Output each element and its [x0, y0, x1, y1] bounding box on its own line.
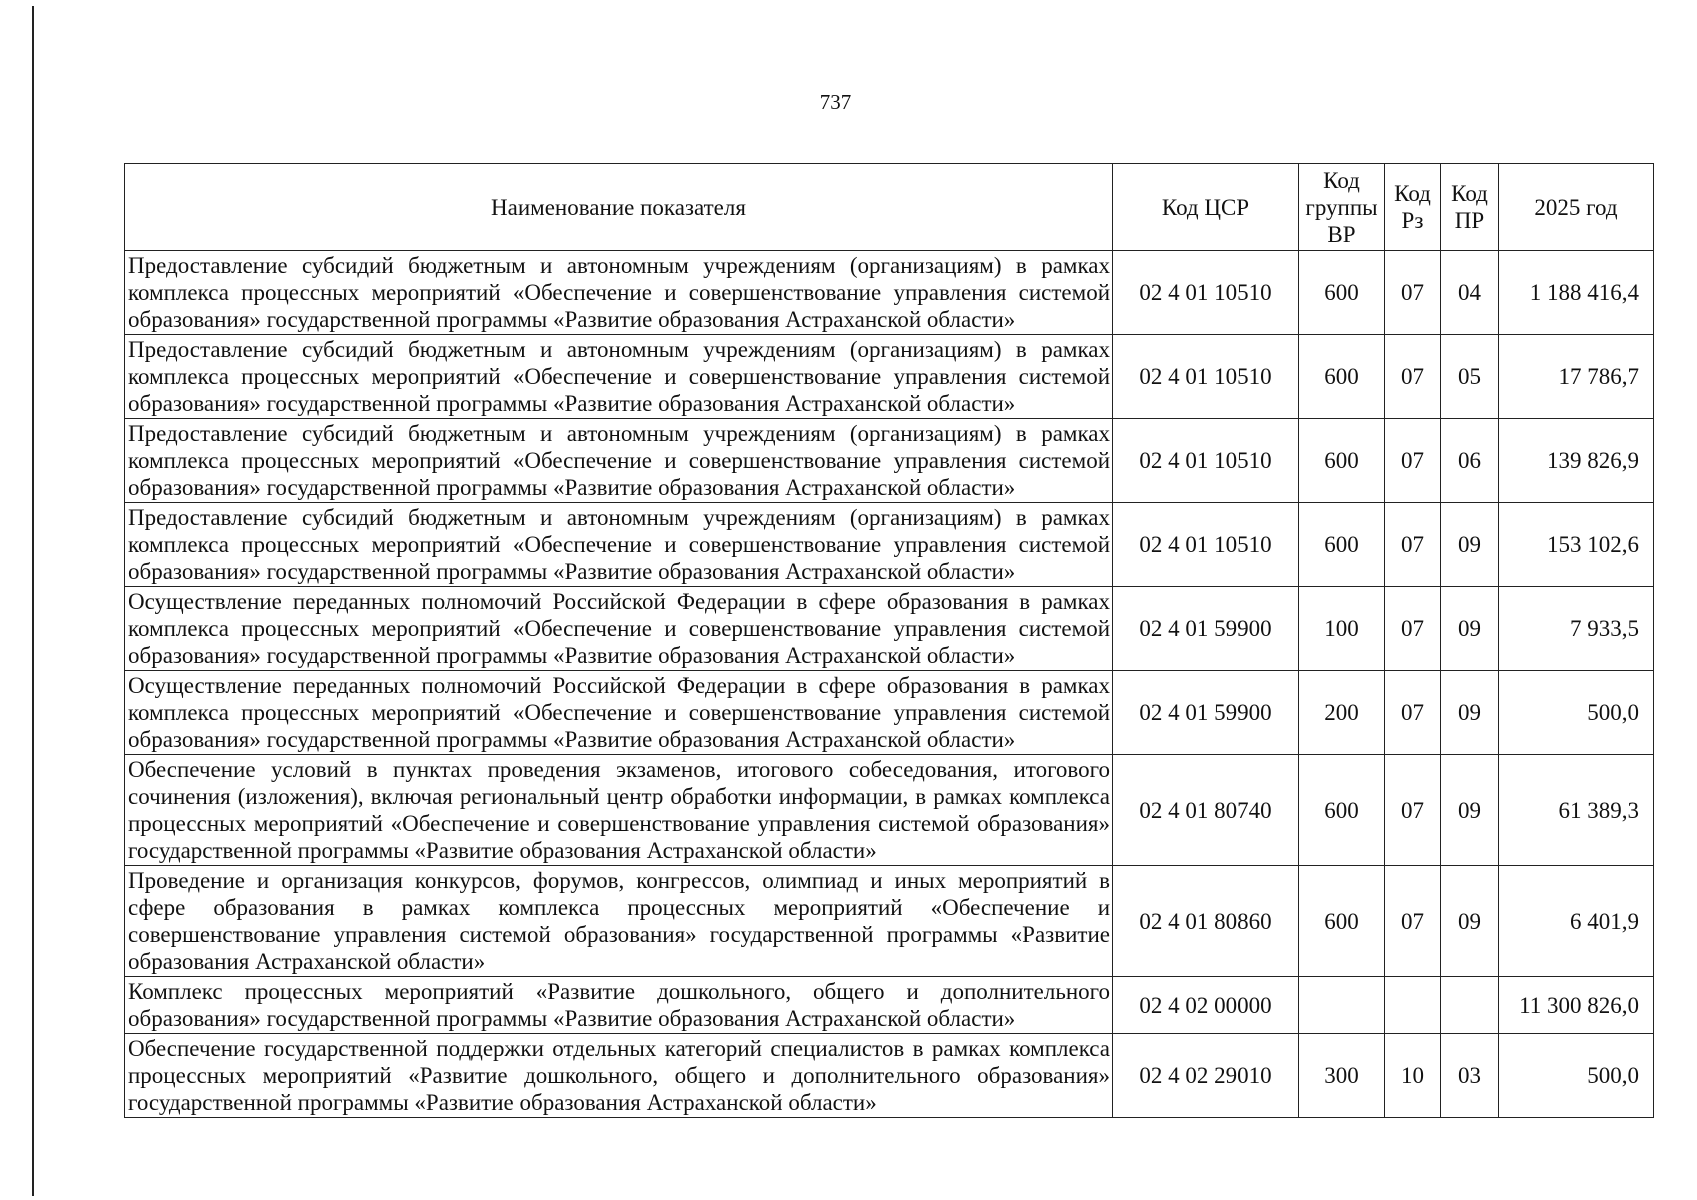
row-sum: 500,0: [1499, 1034, 1654, 1118]
row-pr: 09: [1441, 503, 1499, 587]
row-name: Предоставление субсидий бюджетным и автономным учреждениям (организациям) в рамках комплекса процессных мероприятий «Обеспечение и совершенствование управления системой образования» государственной программы «Развитие образования Астраханской области»: [125, 503, 1113, 587]
row-vr: 600: [1299, 866, 1385, 977]
row-rz: 07: [1385, 866, 1441, 977]
row-csr: 02 4 02 00000: [1113, 977, 1299, 1034]
row-pr: [1441, 977, 1499, 1034]
row-rz: 07: [1385, 671, 1441, 755]
row-rz: 07: [1385, 587, 1441, 671]
table-header-row: [125, 164, 1654, 251]
row-name: Комплекс процессных мероприятий «Развитие дошкольного, общего и дополнительного образования» государственной программы «Развитие образования Астраханской области»: [125, 977, 1113, 1034]
row-name: Проведение и организация конкурсов, форумов, конгрессов, олимпиад и иных мероприятий в сфере образования в рамках комплекса процессных мероприятий «Обеспечение и совершенствование управления системой образования» государственной программы «Развитие образования Астраханской области»: [125, 866, 1113, 977]
row-sum: 61 389,3: [1499, 755, 1654, 866]
row-vr: 600: [1299, 251, 1385, 335]
row-csr: 02 4 01 80740: [1113, 755, 1299, 866]
row-name: Осуществление переданных полномочий Российской Федерации в сфере образования в рамках комплекса процессных мероприятий «Обеспечение и совершенствование управления системой образования» государственной программы «Развитие образования Астраханской области»: [125, 671, 1113, 755]
row-sum: 153 102,6: [1499, 503, 1654, 587]
row-sum: 17 786,7: [1499, 335, 1654, 419]
row-csr: 02 4 01 10510: [1113, 335, 1299, 419]
header-rz: Код Рз: [1385, 164, 1441, 251]
table-row: [125, 1034, 1654, 1118]
row-csr: 02 4 01 59900: [1113, 587, 1299, 671]
row-sum: 500,0: [1499, 671, 1654, 755]
header-name: Наименование показателя: [125, 164, 1113, 251]
row-vr: 600: [1299, 503, 1385, 587]
table-row: [125, 977, 1654, 1034]
binding-margin-line: [32, 6, 34, 1196]
table-row: [125, 866, 1654, 977]
row-vr: 100: [1299, 587, 1385, 671]
row-vr: 600: [1299, 755, 1385, 866]
header-csr: Код ЦСР: [1113, 164, 1299, 251]
row-pr: 09: [1441, 755, 1499, 866]
row-sum: 1 188 416,4: [1499, 251, 1654, 335]
table-row: [125, 419, 1654, 503]
row-rz: 07: [1385, 335, 1441, 419]
row-rz: 07: [1385, 755, 1441, 866]
row-sum: 7 933,5: [1499, 587, 1654, 671]
row-vr: 200: [1299, 671, 1385, 755]
budget-table: [124, 163, 1654, 1118]
row-pr: 09: [1441, 671, 1499, 755]
header-vr: Код группы ВР: [1299, 164, 1385, 251]
row-csr: 02 4 01 59900: [1113, 671, 1299, 755]
row-pr: 05: [1441, 335, 1499, 419]
row-rz: 07: [1385, 251, 1441, 335]
row-sum: 139 826,9: [1499, 419, 1654, 503]
row-pr: 04: [1441, 251, 1499, 335]
row-vr: 600: [1299, 335, 1385, 419]
row-pr: 09: [1441, 866, 1499, 977]
table-row: [125, 587, 1654, 671]
row-csr: 02 4 01 10510: [1113, 503, 1299, 587]
table-row: [125, 755, 1654, 866]
table-row: [125, 671, 1654, 755]
row-csr: 02 4 01 80860: [1113, 866, 1299, 977]
page-number: 737: [819, 90, 852, 114]
row-name: Предоставление субсидий бюджетным и автономным учреждениям (организациям) в рамках комплекса процессных мероприятий «Обеспечение и совершенствование управления системой образования» государственной программы «Развитие образования Астраханской области»: [125, 335, 1113, 419]
row-vr: 300: [1299, 1034, 1385, 1118]
row-pr: 06: [1441, 419, 1499, 503]
header-pr: Код ПР: [1441, 164, 1499, 251]
row-name: Предоставление субсидий бюджетным и автономным учреждениям (организациям) в рамках комплекса процессных мероприятий «Обеспечение и совершенствование управления системой образования» государственной программы «Развитие образования Астраханской области»: [125, 251, 1113, 335]
row-name: Предоставление субсидий бюджетным и автономным учреждениям (организациям) в рамках комплекса процессных мероприятий «Обеспечение и совершенствование управления системой образования» государственной программы «Развитие образования Астраханской области»: [125, 419, 1113, 503]
row-rz: [1385, 977, 1441, 1034]
row-csr: 02 4 02 29010: [1113, 1034, 1299, 1118]
row-name: Обеспечение государственной поддержки отдельных категорий специалистов в рамках комплекса процессных мероприятий «Развитие дошкольного, общего и дополнительного образования» государственной программы «Развитие образования Астраханской области»: [125, 1034, 1113, 1118]
row-vr: 600: [1299, 419, 1385, 503]
row-name: Обеспечение условий в пунктах проведения экзаменов, итогового собеседования, итогового сочинения (изложения), включая региональный центр обработки информации, в рамках комплекса процессных мероприятий «Обеспечение и совершенствование управления системой образования» государственной программы «Развитие образования Астраханской области»: [125, 755, 1113, 866]
row-csr: 02 4 01 10510: [1113, 251, 1299, 335]
header-year: 2025 год: [1499, 164, 1654, 251]
table-row: [125, 251, 1654, 335]
table-row: [125, 335, 1654, 419]
row-csr: 02 4 01 10510: [1113, 419, 1299, 503]
row-rz: 07: [1385, 503, 1441, 587]
row-pr: 03: [1441, 1034, 1499, 1118]
table-row: [125, 503, 1654, 587]
row-sum: 6 401,9: [1499, 866, 1654, 977]
row-rz: 10: [1385, 1034, 1441, 1118]
row-pr: 09: [1441, 587, 1499, 671]
row-sum: 11 300 826,0: [1499, 977, 1654, 1034]
row-name: Осуществление переданных полномочий Российской Федерации в сфере образования в рамках комплекса процессных мероприятий «Обеспечение и совершенствование управления системой образования» государственной программы «Развитие образования Астраханской области»: [125, 587, 1113, 671]
row-vr: [1299, 977, 1385, 1034]
row-rz: 07: [1385, 419, 1441, 503]
